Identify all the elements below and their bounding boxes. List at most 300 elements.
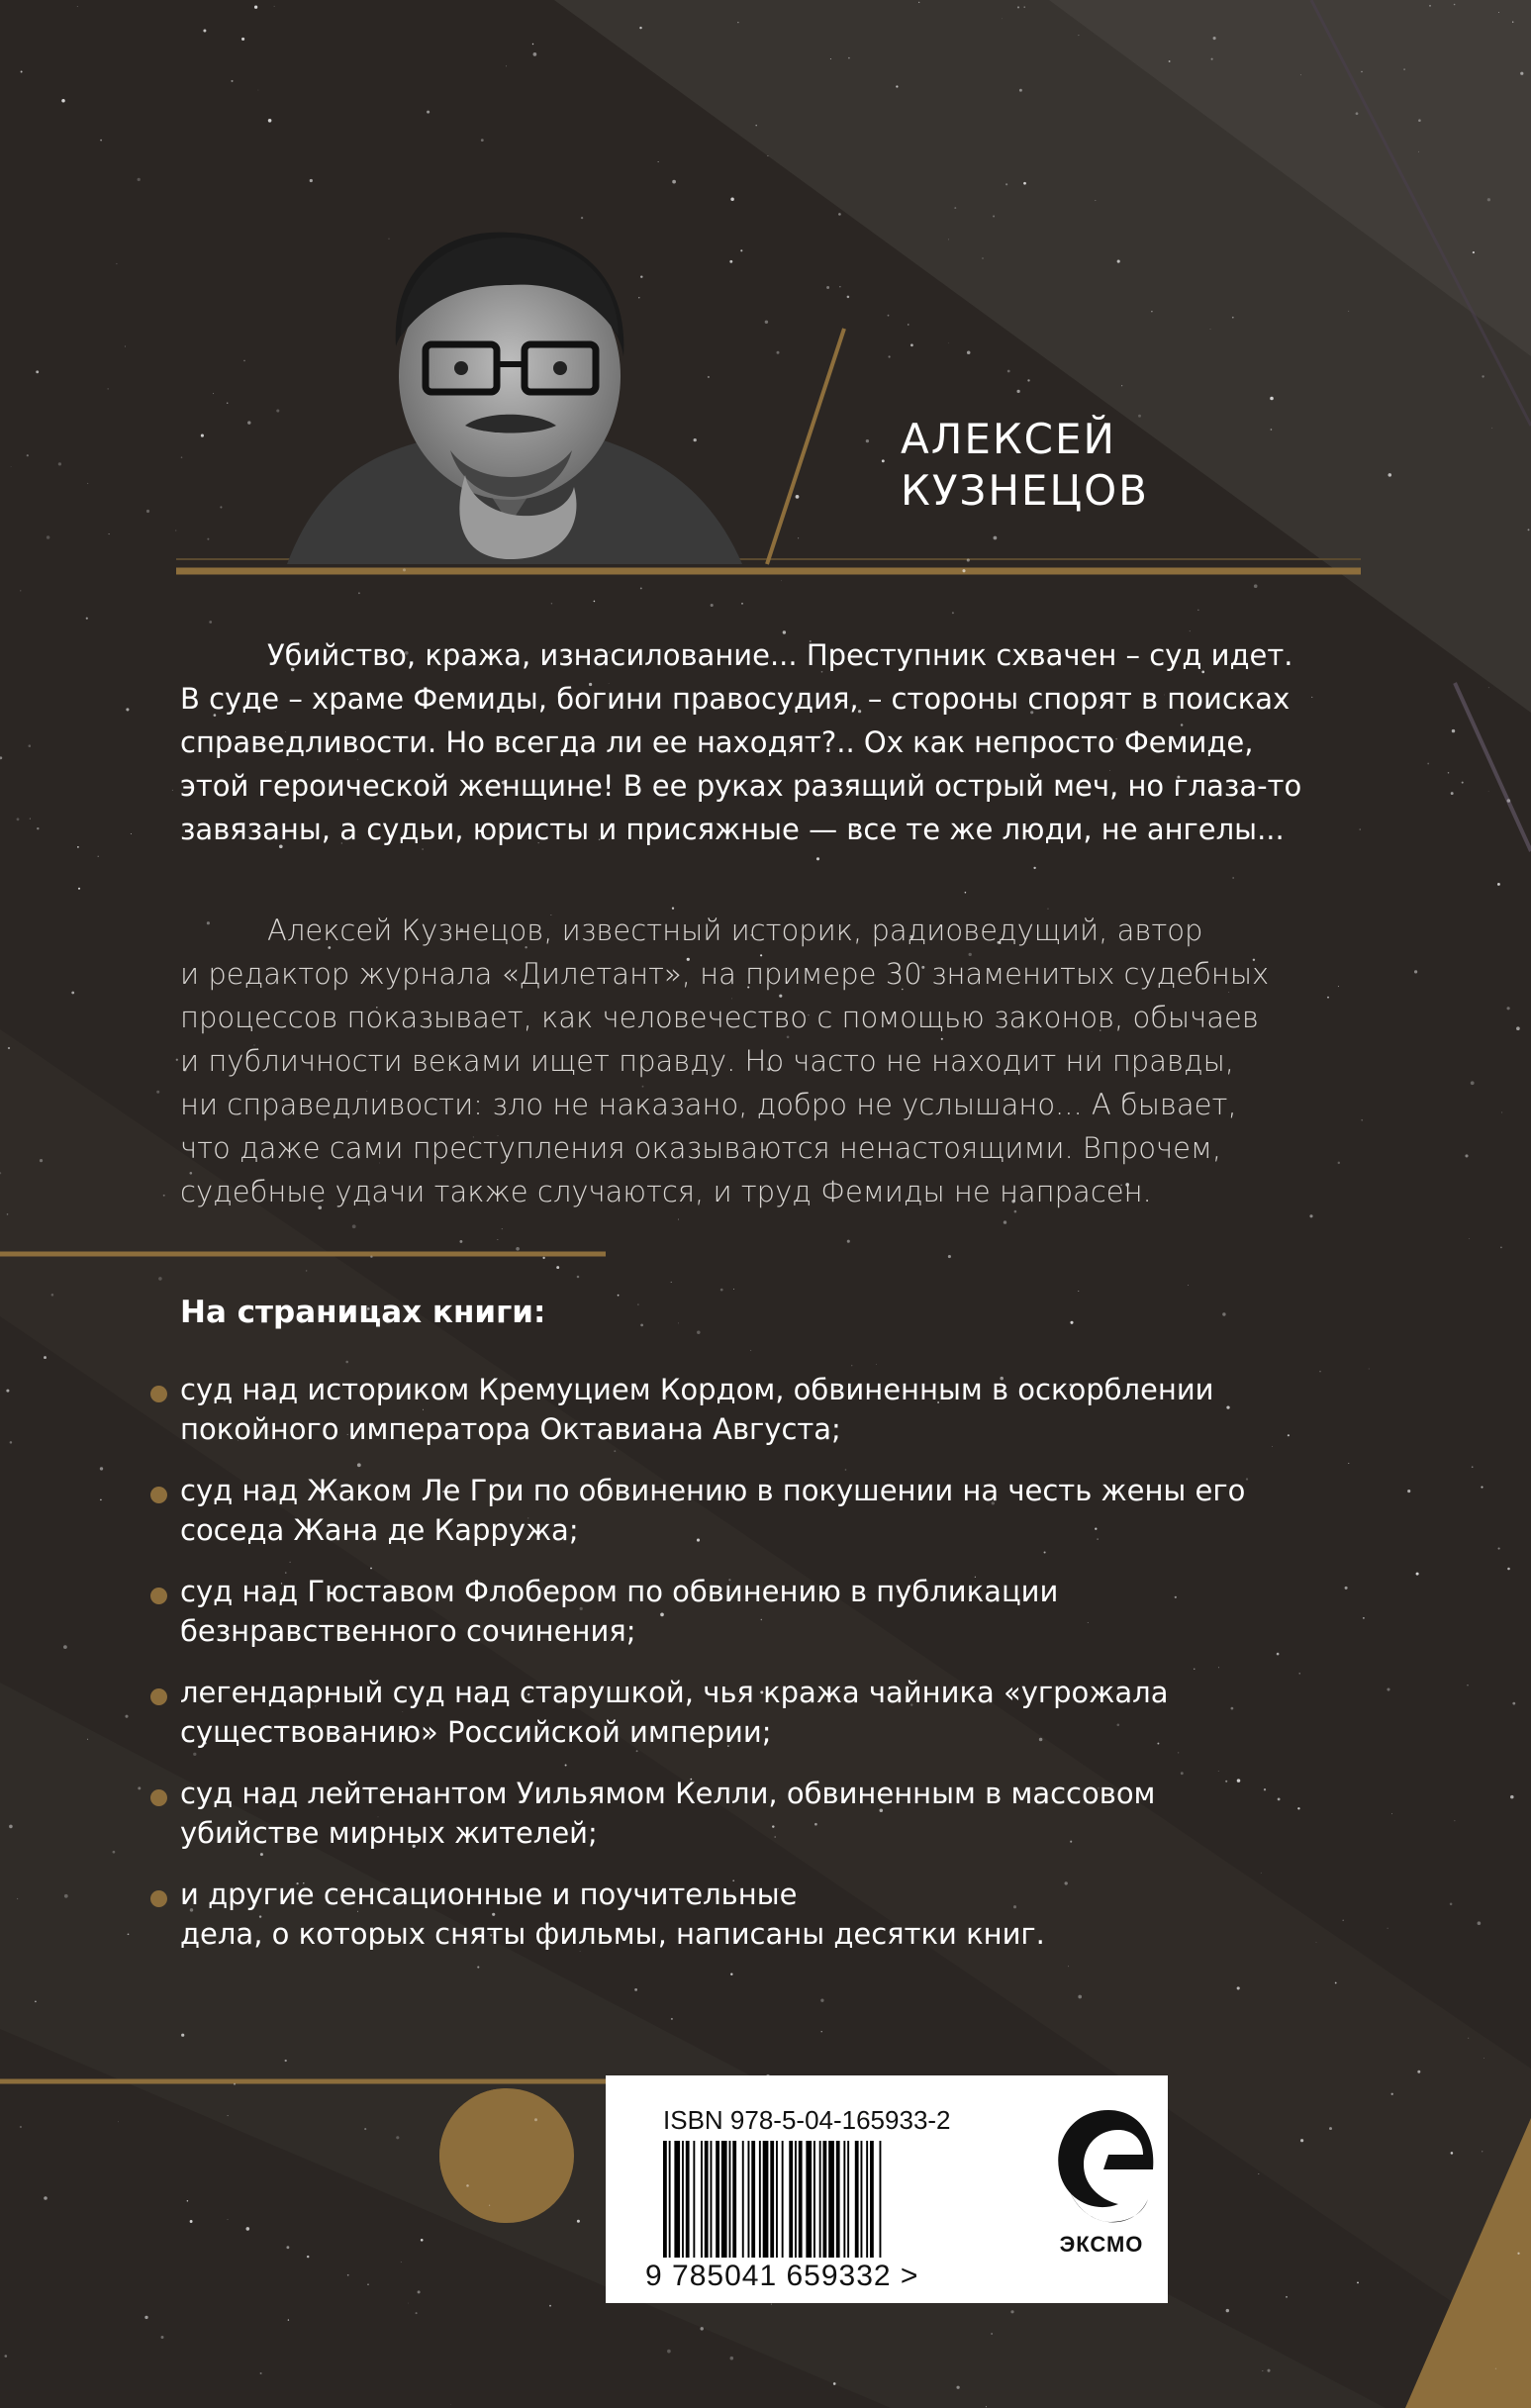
star-dot [678,1323,679,1324]
star-dot [1096,200,1097,201]
star-dot [1338,1162,1340,1164]
star-dot [10,1441,13,1444]
list-item-line: безнравственного сочинения; [180,1614,636,1648]
star-dot [882,459,885,462]
barcode-bar [759,2141,761,2258]
star-dot [109,533,110,534]
star-dot [61,99,65,103]
list-item [180,1370,1318,1449]
star-dot [910,343,913,346]
star-dot [1335,1982,1337,1984]
bullet-dot-icon [150,1487,167,1503]
star-dot [1267,2369,1270,2372]
author-first-name: АЛЕКСЕЙ [901,415,1116,463]
star-dot [20,2126,22,2128]
star-dot [241,38,244,41]
star-dot [777,351,780,354]
star-dot [948,239,949,240]
star-dot [17,1898,18,1899]
list-item [180,1471,1318,1550]
star-dot [1417,2071,1420,2073]
star-dot [1403,68,1405,70]
star-dot [1495,2368,1496,2369]
star-dot [40,1159,43,1162]
star-dot [7,1213,9,1215]
barcode-bar [732,2141,736,2258]
star-dot [730,198,734,202]
star-dot [1024,6,1025,7]
barcode-bar [763,2141,769,2258]
star-dot [640,587,642,589]
star-dot [489,2205,490,2206]
star-dot [1005,183,1007,185]
barcode-bar [847,2141,849,2258]
star-dot [254,6,257,9]
star-dot [1348,1463,1349,1464]
star-dot [1507,799,1511,803]
paragraph-line: судебные удачи также случаются, и труд Фемиды не напрасен. [180,1175,1152,1208]
star-dot [993,215,995,217]
star-dot [1482,2151,1483,2152]
star-dot [658,161,659,162]
star-dot [962,569,965,572]
barcode-bar [843,2141,845,2258]
barcode-bar [776,2141,778,2258]
star-dot [125,345,126,346]
star-dot [1078,35,1079,36]
star-dot [830,58,831,59]
star-dot [1232,317,1234,319]
star-dot [1512,1702,1515,1705]
star-dot [948,342,949,343]
star-dot [1222,1312,1225,1315]
star-dot [1258,2173,1259,2174]
star-dot [767,155,768,156]
star-dot [27,454,29,456]
star-dot [551,603,552,604]
star-dot [741,603,743,605]
list-item-line: покойного императора Октавиана Августа; [180,1412,841,1446]
star-dot [138,178,141,181]
barcode-bar [828,2141,834,2258]
star-dot [1512,21,1513,22]
star-dot [1416,1573,1419,1576]
star-dot [549,2305,551,2307]
star-dot [1482,375,1483,377]
star-dot [146,510,149,513]
star-dot [678,1219,679,1220]
star-dot [21,71,23,73]
star-dot [1117,260,1120,263]
isbn-label: ISBN 978-5-04-165933-2 [663,2105,951,2135]
star-dot [1327,997,1329,999]
star-dot [131,833,132,834]
star-dot [352,1224,356,1228]
star-dot [36,370,39,373]
star-dot [1516,1026,1520,1030]
star-dot [144,2316,147,2319]
star-dot [1528,529,1530,530]
annotation-paragraph-1 [180,633,1302,851]
star-dot [1270,397,1274,401]
barcode-bar [782,2141,784,2258]
star-dot [1483,2058,1484,2059]
star-dot [733,1289,734,1290]
star-dot [6,1390,9,1393]
star-dot [821,2031,822,2032]
star-dot [234,2083,236,2085]
star-dot [100,140,102,142]
paragraph-line: и публичности веками ищет правду. Но часто не находит ни правды, [180,1044,1234,1078]
star-dot [1121,385,1122,386]
star-dot [1517,2253,1519,2255]
star-dot [100,1499,102,1501]
bullet-dot-icon [150,1688,167,1705]
star-dot [533,52,537,56]
star-dot [639,27,641,29]
star-dot [918,2,919,3]
publisher-name: ЭКСМО [1059,2232,1144,2257]
star-dot [1019,89,1022,92]
star-dot [285,2060,287,2062]
star-dot [1010,2310,1013,2313]
star-dot [158,1277,162,1281]
star-dot [1213,37,1216,40]
star-dot [952,612,954,614]
star-dot [542,1257,544,1259]
star-dot [634,1988,637,1991]
star-dot [1500,1247,1502,1249]
star-dot [44,1356,47,1359]
barcode-bar [799,2141,803,2258]
author-last-name: КУЗНЕЦОВ [901,466,1149,515]
star-dot [516,1247,520,1251]
star-dot [755,125,757,127]
star-dot [1387,1928,1388,1929]
star-dot [720,1289,723,1292]
list-item-line: существованию» Российской империи; [180,1715,772,1749]
barcode-bar [751,2141,755,2258]
star-dot [347,2274,349,2276]
star-dot [98,856,99,857]
star-dot [1451,792,1454,795]
star-dot [247,421,250,424]
star-dot [1286,2296,1288,2298]
barcode-bar [701,2141,703,2258]
star-dot [37,827,39,829]
star-dot [1342,1919,1344,1921]
star-dot [1469,1238,1470,1239]
star-dot [1311,697,1312,698]
star-dot [126,708,129,711]
barcode-bar [861,2141,863,2258]
star-dot [1226,2309,1229,2312]
star-dot [17,818,20,820]
list-item [180,1673,1318,1752]
paragraph-line: Алексей Кузнецов, известный историк, радиоведущий, автор [267,914,1203,947]
star-dot [876,1364,877,1365]
star-dot [44,2196,48,2200]
star-dot [1427,763,1429,765]
star-dot [1418,119,1421,122]
star-dot [306,1270,308,1272]
star-dot [1345,1587,1348,1589]
star-dot [1263,2370,1264,2371]
star-dot [78,888,80,890]
star-dot [203,30,206,33]
star-dot [64,1894,68,1898]
barcode-bar [716,2141,719,2258]
star-dot [77,846,79,848]
star-dot [367,2284,368,2285]
contents-title: На страницах книги: [180,1295,546,1330]
list-item [180,1572,1318,1651]
star-dot [163,1195,165,1197]
barcode-bar [836,2141,840,2258]
barcode-bar [663,2141,667,2258]
star-dot [418,2290,421,2293]
star-dot [1391,2093,1393,2095]
star-dot [63,1645,67,1649]
barcode-bar [721,2141,727,2258]
star-dot [781,580,782,581]
star-dot [1237,1986,1240,1989]
star-dot [87,483,88,484]
star-dot [1418,151,1419,152]
barcode-bar [770,2141,774,2258]
star-dot [1471,1081,1475,1085]
star-dot [506,66,507,67]
paragraph-line: Убийство, кража, изнасилование... Преступник схвачен – суд идет. [267,638,1293,672]
star-dot [1472,1466,1474,1468]
star-dot [364,2128,366,2130]
star-dot [1478,1921,1482,1925]
paragraph-line: что даже сами преступления оказываются ненастоящими. Впрочем, [180,1131,1222,1165]
star-dot [207,538,209,540]
star-dot [1309,1214,1312,1217]
star-dot [1169,60,1171,62]
star-dot [820,1999,823,2002]
star-dot [156,1091,159,1094]
star-dot [502,1228,503,1229]
star-dot [967,350,971,354]
list-item [180,1774,1318,1853]
barcode-bar [693,2141,695,2258]
barcode-bar [705,2141,709,2258]
star-dot [671,1282,672,1283]
star-dot [667,2350,671,2354]
star-dot [532,44,533,45]
star-dot [1070,1321,1073,1324]
star-dot [1391,1813,1392,1814]
star-dot [618,1295,620,1297]
star-dot [51,1294,54,1297]
star-dot [1507,1007,1510,1010]
star-dot [889,355,891,357]
star-dot [796,495,800,499]
star-dot [967,558,970,561]
star-dot [172,790,173,791]
bullet-dot-icon [150,1386,167,1402]
star-dot [416,2312,418,2314]
star-dot [1454,1820,1455,1821]
star-dot [1387,1687,1389,1690]
bullet-dot-icon [150,1890,167,1907]
list-item-line: соседа Жана де Карружа; [180,1513,579,1547]
star-dot [848,57,850,59]
star-dot [1027,379,1029,381]
star-dot [47,535,50,539]
barcode-bar [789,2141,793,2258]
star-dot [637,1303,638,1304]
star-dot [286,2246,289,2249]
star-dot [1497,883,1500,886]
paragraph-line: процессов показывает, как человечество с помощью законов, обычаев [180,1001,1259,1034]
star-dot [750,1350,751,1351]
star-dot [209,621,212,624]
star-dot [1319,1371,1321,1373]
star-dot [896,85,898,87]
star-dot [1448,772,1450,774]
star-dot [86,618,88,620]
star-dot [1510,1795,1514,1799]
star-dot [847,1240,850,1243]
star-dot [1454,4,1456,6]
star-dot [370,1256,372,1258]
star-dot [427,111,430,114]
star-dot [118,2121,119,2122]
barcode-bar [669,2141,671,2258]
star-dot [1023,182,1026,185]
star-dot [108,388,109,389]
star-dot [798,537,799,538]
star-dot [498,1239,499,1240]
star-dot [125,1715,128,1718]
star-dot [187,2200,189,2202]
star-dot [227,403,228,404]
star-dot [1452,729,1455,732]
isbn-panel [606,2075,1168,2303]
star-dot [1004,1220,1006,1223]
star-dot [594,601,596,603]
star-dot [1361,71,1362,72]
star-dot [190,2220,193,2223]
star-dot [257,90,258,91]
star-dot [1407,1490,1410,1493]
star-dot [1188,1285,1189,1286]
star-dot [1488,791,1489,792]
star-dot [231,80,233,82]
star-dot [401,2262,402,2263]
author-name [901,414,1149,517]
star-dot [176,1059,178,1061]
star-dot [1481,1487,1483,1489]
list-item-line: суд над Жаком Ле Гри по обвинению в покушении на честь жены его [180,1474,1246,1507]
star-dot [1254,584,1258,588]
barcode-bar [682,2141,684,2258]
star-dot [956,2386,959,2389]
star-dot [87,1739,88,1740]
star-dot [408,2303,409,2304]
star-dot [1016,390,1019,393]
star-dot [826,286,829,289]
star-dot [58,462,61,465]
star-dot [243,360,245,362]
barcode-bar [742,2141,744,2258]
list-item-line: легендарный суд над старушкой, чья кража чайника «угрожала [180,1676,1169,1709]
star-dot [1300,74,1301,75]
star-dot [1211,58,1213,60]
star-dot [711,604,714,607]
star-dot [1271,429,1273,431]
star-dot [1338,986,1339,987]
star-dot [228,2219,229,2220]
star-dot [1300,2139,1303,2142]
star-dot [345,1361,348,1364]
star-dot [697,1331,700,1334]
barcode-bar [813,2141,815,2258]
star-dot [138,1786,141,1789]
star-dot [220,506,222,508]
list-item-line: суд над лейтенантом Уильямом Келли, обвиненным в массовом [180,1777,1156,1810]
barcode-bar [866,2141,868,2258]
star-dot [1451,2152,1454,2155]
star-dot [1151,311,1152,312]
list-item-line: суд над Гюставом Флобером по обвинению в публикации [180,1575,1059,1608]
star-dot [77,6,78,7]
star-dot [181,456,183,458]
star-dot [866,439,869,442]
barcode-bar [795,2141,797,2258]
star-dot [213,393,214,394]
star-dot [1491,428,1492,429]
star-dot [1501,1112,1502,1113]
star-dot [0,756,2,759]
star-dot [1197,610,1198,611]
star-dot [1429,5,1431,7]
star-dot [833,2382,836,2385]
star-dot [1414,970,1417,973]
star-dot [1007,370,1010,373]
star-dot [175,530,176,531]
contents-list [180,1370,1318,1975]
star-dot [100,1467,103,1470]
star-dot [948,1255,951,1258]
list-item [180,1875,1318,1954]
star-dot [5,2355,8,2358]
star-dot [1488,687,1489,688]
list-item-line: дела, о которых сняты фильмы, написаны десятки книг. [180,1917,1045,1951]
star-dot [1233,877,1234,878]
star-dot [450,2404,451,2405]
star-dot [11,466,12,467]
star-dot [1462,782,1464,784]
barcode-bar [855,2141,859,2258]
barcode [663,2141,985,2258]
star-dot [839,286,840,287]
star-dot [671,2018,673,2020]
barcode-bar [870,2141,874,2258]
barcode-bar [729,2141,731,2258]
star-dot [1033,867,1035,869]
star-dot [577,2220,580,2223]
star-dot [1487,198,1490,201]
star-dot [965,892,967,894]
barcode-bar [823,2141,827,2258]
star-dot [1498,1548,1500,1550]
star-dot [577,1276,580,1279]
author-photo [277,228,742,564]
